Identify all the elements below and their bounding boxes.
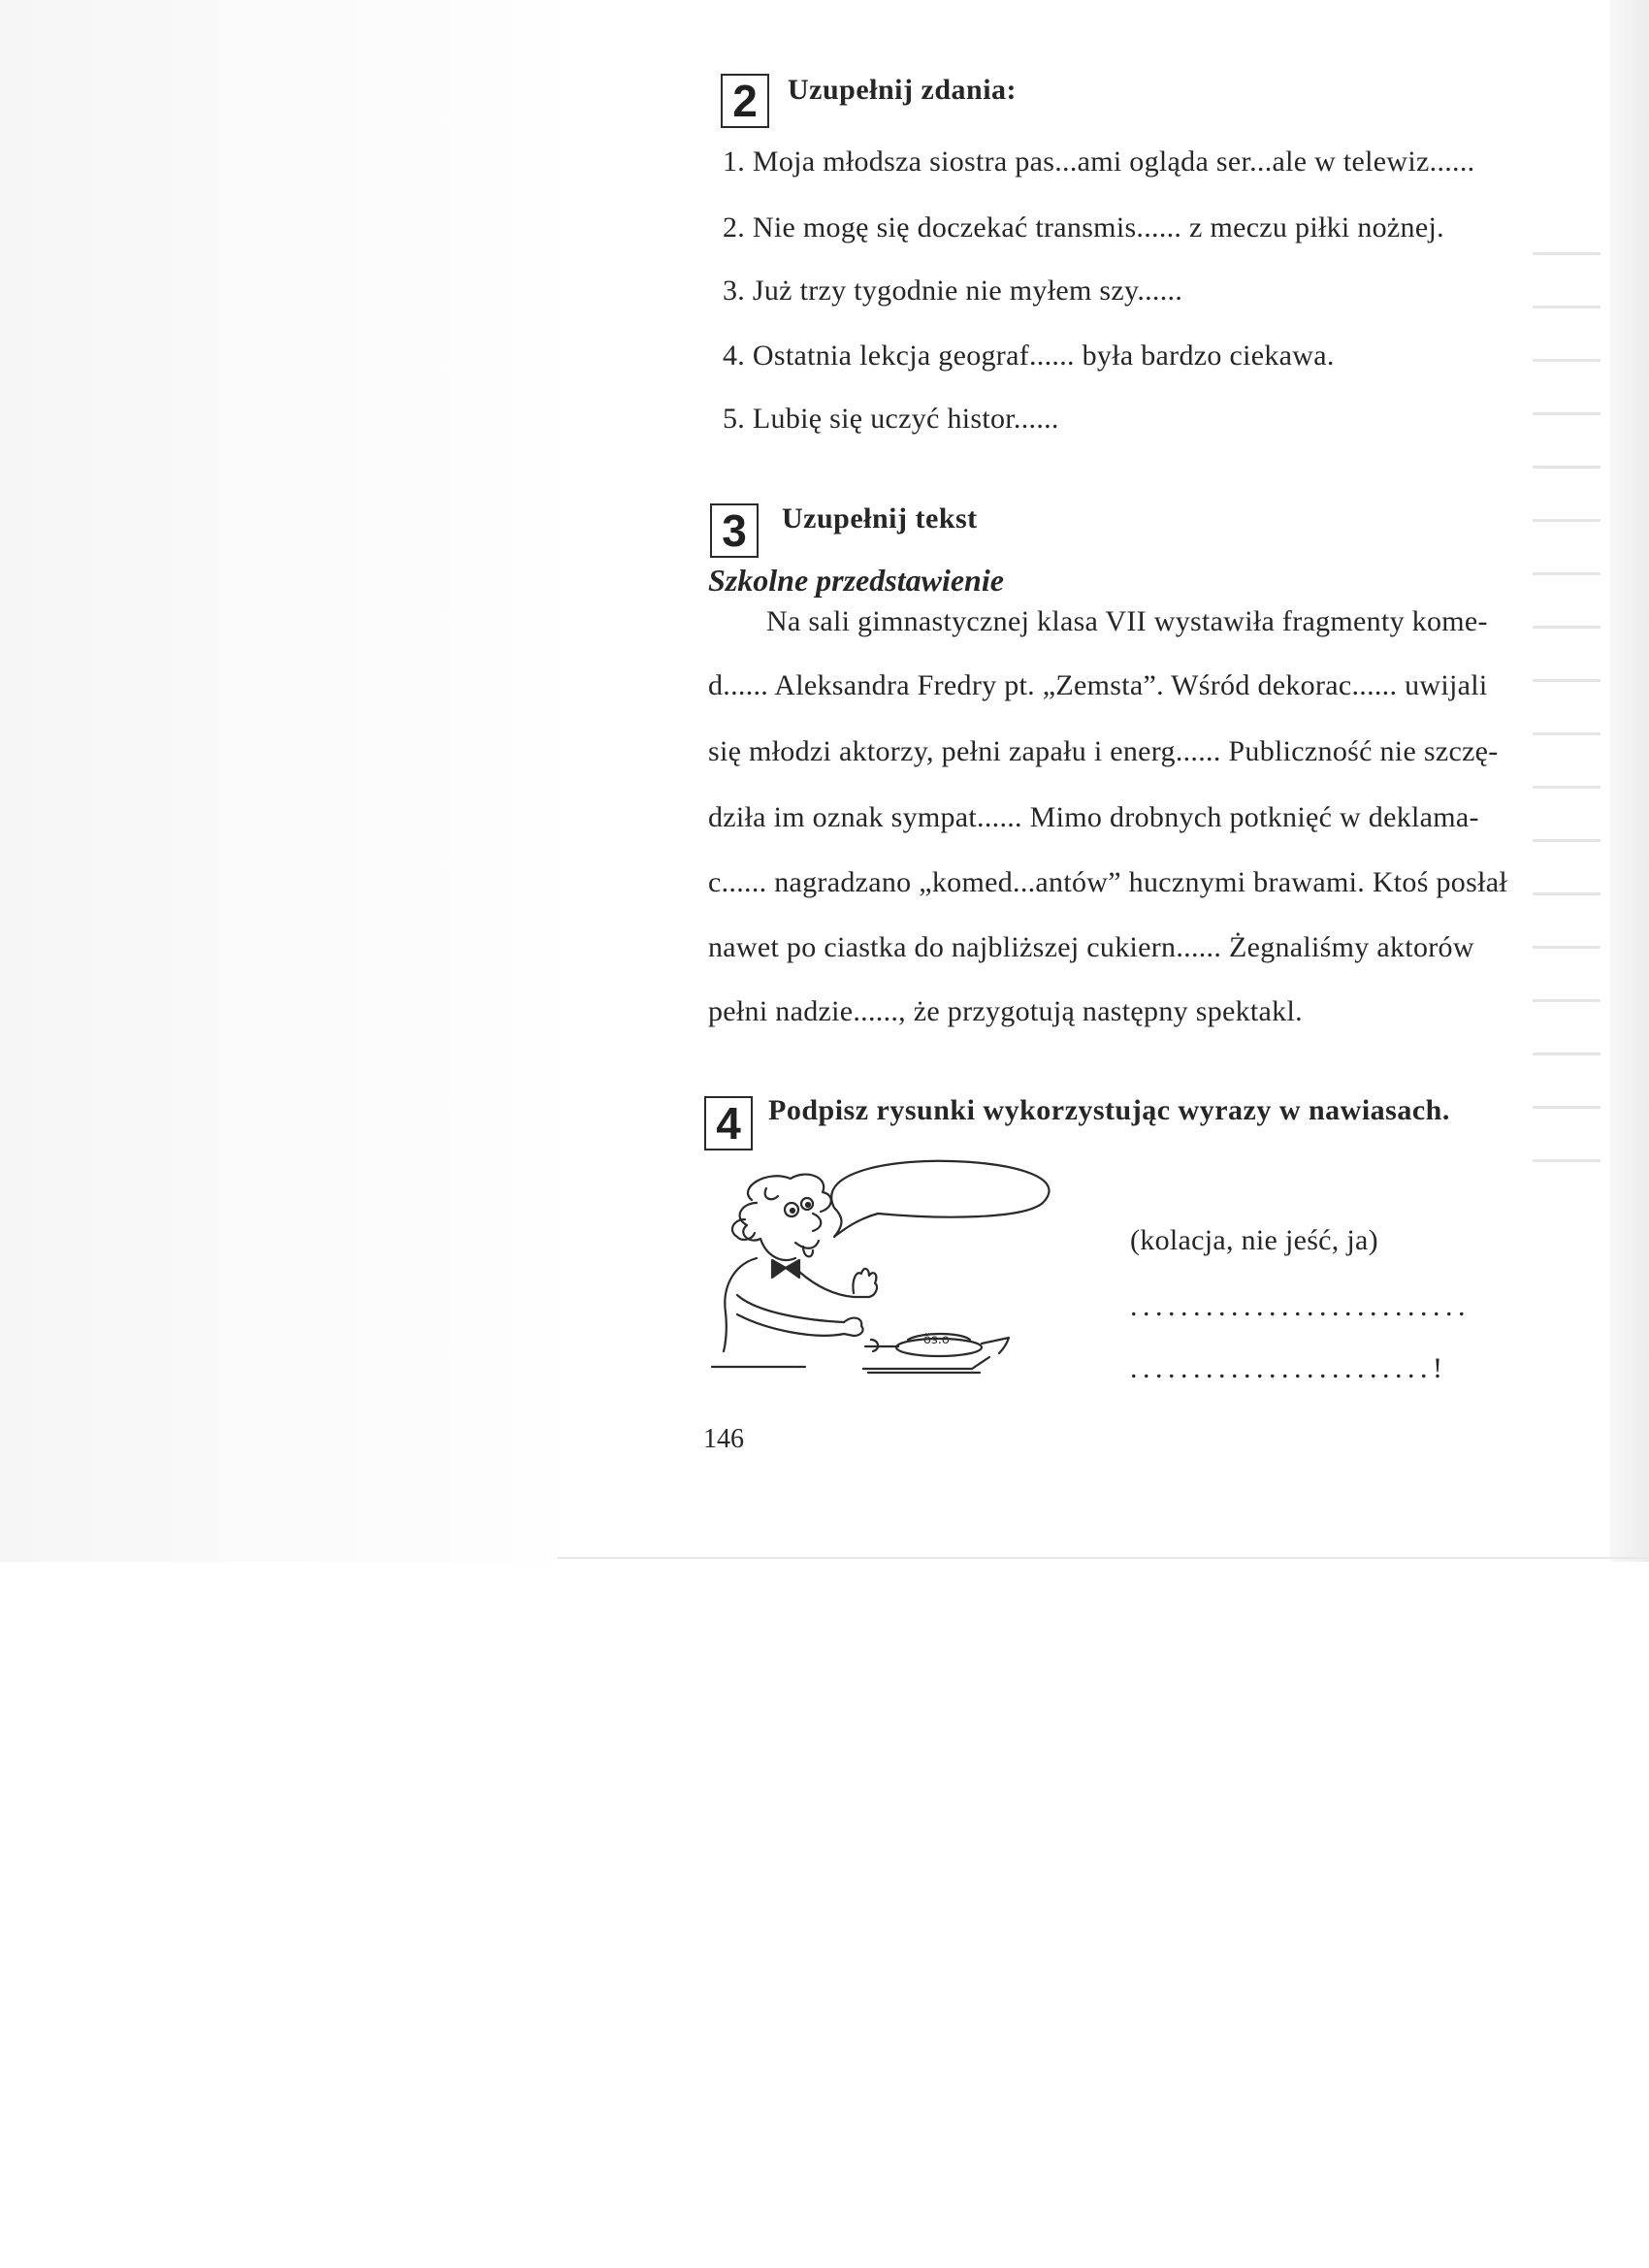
- story-line-3: się młodzi aktorzy, pełni zapału i energ...... Publiczność nie szczę-: [708, 735, 1499, 767]
- story-line-7: pełni nadzie......, że przygotują następny spektakl.: [708, 995, 1303, 1027]
- page-number: 146: [703, 1424, 744, 1454]
- svg-text:ŏs.ŏ: ŏs.ŏ: [923, 1333, 950, 1347]
- story-line-2: d...... Aleksandra Fredry pt. „Zemsta”. Wśród dekorac...... uwijali: [708, 669, 1488, 701]
- exercise-2-item-5: 5. Lubię się uczyć histor......: [723, 403, 1059, 435]
- story-line-1: Na sali gimnastycznej klasa VII wystawiła fragmenty kome-: [766, 605, 1488, 637]
- exercise-2-item-1: 1. Moja młodsza siostra pas...ami ogląda ser...ale w telewiz......: [723, 146, 1475, 178]
- bleed-through-text: [1533, 252, 1610, 1222]
- exercise-3-number: 3: [710, 503, 759, 558]
- exercise-4-heading: Podpisz rysunki wykorzystując wyrazy w nawiasach.: [768, 1094, 1450, 1126]
- exercise-4-number: 4: [704, 1096, 753, 1150]
- answer-line-2[interactable]: ........................!: [1130, 1352, 1448, 1384]
- exercise-2-number: 2: [721, 74, 769, 128]
- exercise-2-item-4: 4. Ostatnia lekcja geograf...... była bardzo ciekawa.: [723, 340, 1335, 372]
- exercise-2-item-2: 2. Nie mogę się doczekać transmis...... z meczu piłki nożnej.: [723, 211, 1444, 243]
- story-line-6: nawet po ciastka do najbliższej cukiern...... Żegnaliśmy aktorów: [708, 931, 1474, 963]
- exercise-2-item-3: 3. Już trzy tygodnie nie myłem szy......: [723, 275, 1183, 307]
- exercise-2-heading: Uzupełnij zdania:: [788, 74, 1018, 106]
- scan-shadow-left: [0, 0, 558, 1562]
- scan-shadow-right: [1610, 0, 1649, 1562]
- story-title: Szkolne przedstawienie: [708, 563, 1004, 598]
- story-line-4: dziła im oznak sympat...... Mimo drobnych potknięć w deklama-: [708, 801, 1479, 833]
- answer-line-1[interactable]: ...........................: [1130, 1290, 1471, 1322]
- scan-bottom-edge: [558, 1557, 1649, 1559]
- boy-at-table-illustration: [698, 1150, 1086, 1387]
- story-line-5: c...... nagradzano „komed...antów” hucznymi brawami. Ktoś posłał: [708, 866, 1507, 898]
- exercise-3-heading: Uzupełnij tekst: [782, 502, 978, 535]
- exercise-4-hint: (kolacja, nie jeść, ja): [1130, 1224, 1378, 1256]
